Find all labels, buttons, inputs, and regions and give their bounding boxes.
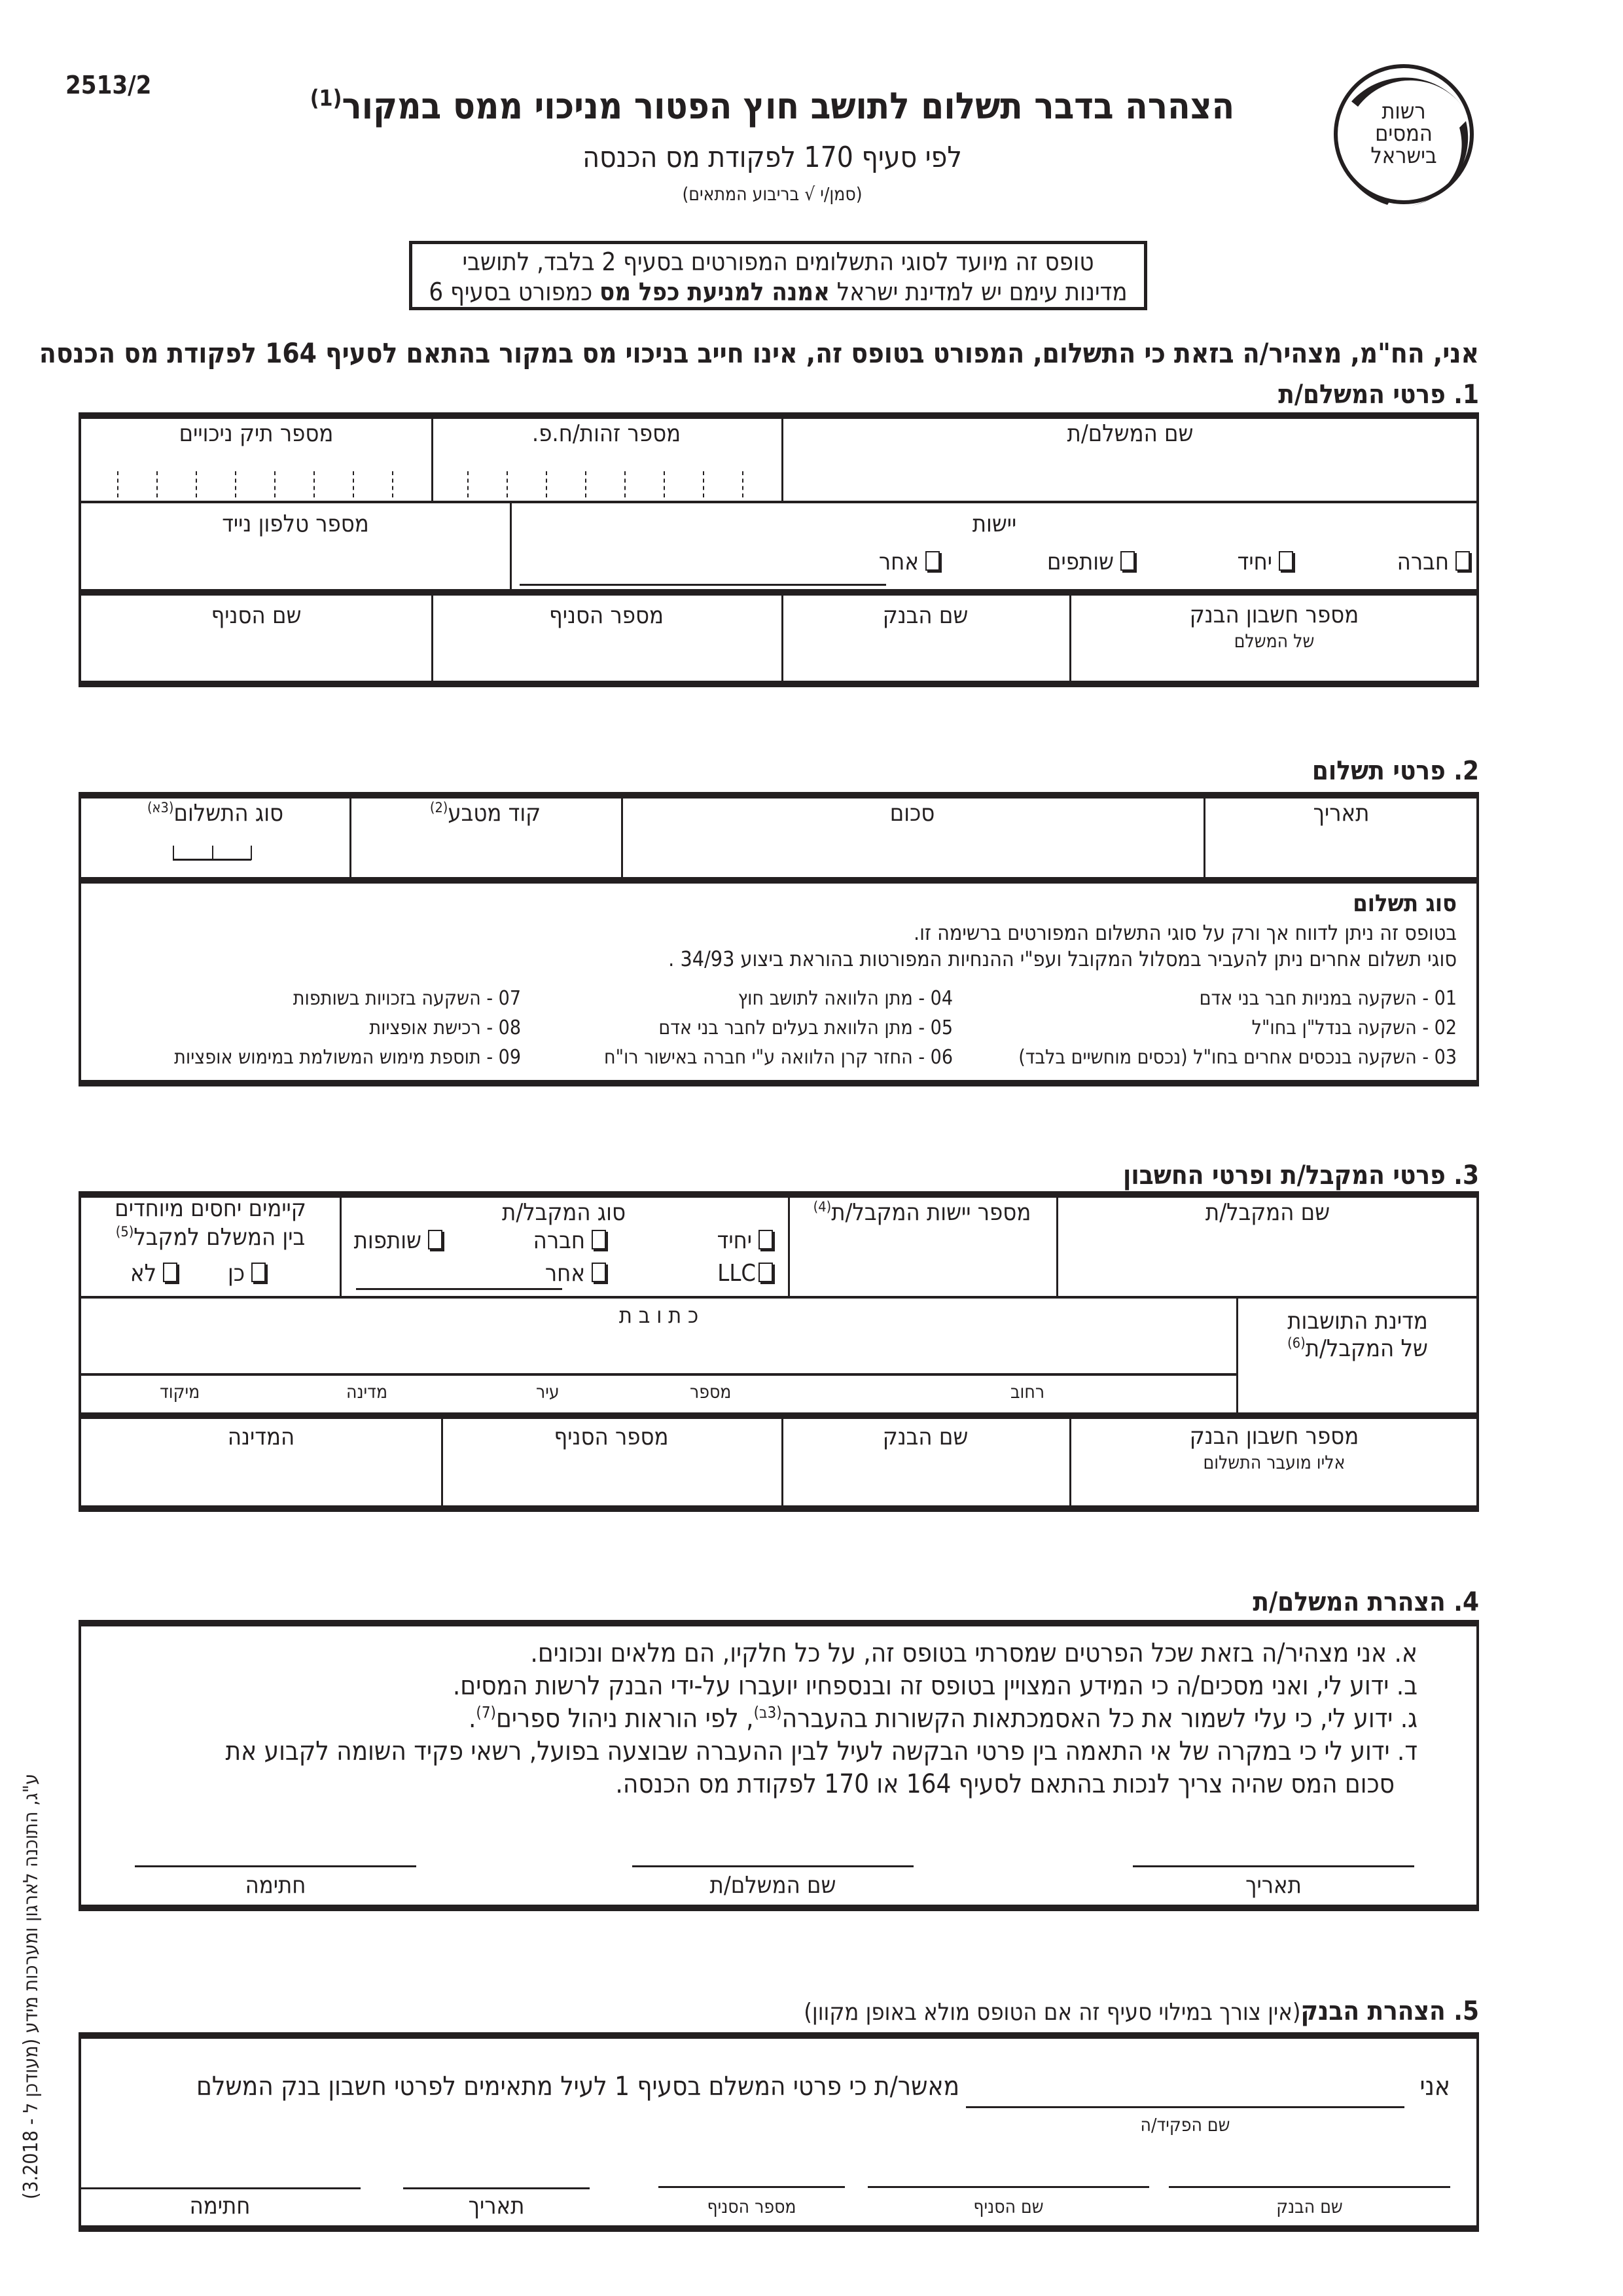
- option-label: אחר: [878, 548, 919, 575]
- recipient-bank-account-field[interactable]: [1069, 1424, 1479, 1476]
- bank-account-sublabel: של המשלם: [1234, 630, 1315, 652]
- digit-separator-tick: [546, 471, 547, 497]
- notice-text: מדינות עימם יש למדינת ישראל: [829, 278, 1128, 306]
- form-title: [262, 85, 1283, 128]
- payment-type-item: 08 - רכישת אופציות: [369, 1016, 521, 1039]
- digit-separator-tick: [313, 471, 315, 497]
- recipient-type-partnership[interactable]: [354, 1227, 442, 1254]
- bank-decl-signature-label: חתימה: [189, 2193, 251, 2219]
- bank-decl-date-label: תאריך: [468, 2193, 525, 2219]
- payment-type-field[interactable]: [81, 800, 349, 827]
- clerk-name-input[interactable]: [966, 2106, 1404, 2108]
- payment-date-field[interactable]: [1204, 800, 1479, 827]
- recipient-type-llc[interactable]: [717, 1260, 773, 1287]
- residence-country-sublabel: של המקבל/ת: [1305, 1335, 1428, 1362]
- logo-text-line: רשות: [1382, 98, 1426, 124]
- special-relations-label: [81, 1194, 340, 1252]
- payer-bank-name-field[interactable]: [781, 602, 1069, 629]
- special-relations-yes[interactable]: [228, 1260, 266, 1287]
- payer-branch-name-field[interactable]: [81, 602, 431, 629]
- digit-separator-tick: [353, 471, 354, 497]
- payer-name-label: שם המשלם/ת: [1067, 420, 1194, 447]
- digit-separator-tick: [585, 471, 586, 497]
- relations-line-1: קיימים יחסים מיוחדים: [115, 1195, 306, 1222]
- branch-number-label: מספר הסניף: [549, 602, 664, 629]
- item-text: , לפי הוראות ניהול ספרים: [495, 1704, 754, 1734]
- declaration-payer-name-label: שם המשלם/ת: [709, 1872, 836, 1899]
- form-number: 2513/2: [65, 71, 152, 99]
- recipient-type-label: סוג המקבל/ת: [502, 1199, 626, 1226]
- footnote-marker: (3א): [147, 800, 174, 816]
- recipient-name-label: שם המקבל/ת: [1205, 1199, 1330, 1226]
- entity-option-partners[interactable]: [1047, 548, 1135, 575]
- logo-text-line: בישראל: [1370, 143, 1437, 169]
- section-5-heading: [804, 1996, 1479, 2026]
- entity-label: יישות: [972, 511, 1017, 537]
- declaration-item-b: ב. ידוע לי, ואני מסכים/ה כי המידע המצויין בטופס זה ובנספחיו יועברו על-ידי הבנק לרשות המסים.: [452, 1671, 1418, 1701]
- entity-option-individual[interactable]: [1238, 548, 1293, 575]
- payer-name-field[interactable]: [781, 420, 1479, 447]
- checkbox[interactable]: [1279, 551, 1293, 571]
- currency-code-label: קוד מטבע: [448, 800, 541, 827]
- bank-branch-name-input[interactable]: [868, 2186, 1149, 2188]
- payer-details-table: [79, 412, 1479, 687]
- recipient-entity-number-label: מספר יישות המקבל/ת: [831, 1199, 1031, 1226]
- checkbox[interactable]: [758, 1263, 773, 1282]
- option-label: לא: [130, 1260, 156, 1287]
- recipient-entity-number-field[interactable]: [788, 1199, 1056, 1226]
- country-label: המדינה: [227, 1424, 295, 1450]
- section-1-heading: 1. פרטי המשלם/ת: [1278, 380, 1479, 410]
- recipient-details-table: [79, 1191, 1479, 1512]
- digit-separator-tick: [467, 471, 469, 497]
- declaration-date-label: תאריך: [1245, 1872, 1302, 1899]
- payer-id-label: מספר זהות/ח.פ.: [531, 420, 681, 447]
- footnote-marker: (4): [813, 1199, 832, 1215]
- printer-credit-vertical: ע"ג, התוכנה לארגון ומערכות מידע (מעודכן ל - 3.2018): [20, 1774, 43, 2200]
- recipient-branch-number-field[interactable]: [441, 1424, 781, 1450]
- checkbox[interactable]: [428, 1230, 442, 1249]
- item-text: ג. ידוע לי, כי עלי לשמור את כל האסמכתאות הקשורות בהעברה: [781, 1704, 1418, 1734]
- withholding-file-field[interactable]: [81, 420, 431, 447]
- entity-other-input[interactable]: [520, 584, 886, 586]
- bank-decl-signature-input[interactable]: [79, 2187, 361, 2189]
- tax-authority-logo: [1325, 56, 1482, 213]
- bank-branch-number-input[interactable]: [658, 2186, 845, 2188]
- payer-id-field[interactable]: [431, 420, 781, 447]
- residence-country-label: מדינת התושבות: [1287, 1308, 1428, 1335]
- payer-bank-account-field[interactable]: [1069, 602, 1479, 655]
- checkbox[interactable]: [592, 1263, 606, 1282]
- relations-line-2: בין המשלם למקבל: [134, 1224, 306, 1251]
- digit-separator-tick: [664, 471, 665, 497]
- option-label: חברה: [1397, 548, 1449, 575]
- digit-separator-tick: [742, 471, 743, 497]
- declaration-signature-input[interactable]: [135, 1865, 416, 1867]
- notice-line-2: [412, 277, 1144, 307]
- payment-date-label: תאריך: [1313, 800, 1370, 827]
- payer-declaration-statement: אני, הח"מ, מצהיר/ה בזאת כי התשלום, המפורט בטופס זה, אינו חייב בניכוי מס במקור בהתאם לסעיף 164 לפקודת מס הכנסה: [39, 337, 1479, 369]
- address-city-label: עיר: [536, 1381, 560, 1403]
- payer-branch-number-field[interactable]: [431, 602, 781, 629]
- payment-amount-label: סכום: [889, 800, 935, 827]
- payment-details-table: [79, 792, 1479, 1086]
- footnote-marker: (6): [1287, 1335, 1306, 1352]
- declaration-date-input[interactable]: [1133, 1865, 1414, 1867]
- option-label: יחיד: [1237, 548, 1272, 575]
- checkbox[interactable]: [163, 1263, 177, 1282]
- payment-type-item: 04 - מתן הלוואה לתושב חוץ: [738, 987, 953, 1010]
- checkbox[interactable]: [1120, 551, 1135, 571]
- option-label: אחר: [544, 1260, 585, 1287]
- bank-branch-name-label: שם הסניף: [973, 2196, 1044, 2217]
- payment-type-label: סוג התשלום: [173, 800, 284, 827]
- address-number-label: מספר: [690, 1381, 732, 1403]
- digit-separator-tick: [624, 471, 626, 497]
- bank-name-label: שם הבנק: [882, 602, 969, 629]
- checkbox[interactable]: [592, 1230, 606, 1249]
- payment-types-title: סוג תשלום: [1353, 890, 1457, 917]
- digit-separator-tick: [117, 471, 118, 497]
- bank-name-label: שם הבנק: [882, 1424, 969, 1450]
- address-title: כ ת ו ב ת: [618, 1302, 699, 1329]
- section-2-heading: 2. פרטי תשלום: [1311, 756, 1479, 786]
- recipient-type-individual[interactable]: [717, 1227, 773, 1254]
- clerk-name-label: שם הפקיד/ה: [1140, 2114, 1230, 2136]
- currency-code-field[interactable]: [349, 800, 621, 827]
- notice-emphasis: אמנה למניעת כפל מס: [599, 278, 830, 306]
- option-label: חברה: [533, 1227, 585, 1254]
- address-input[interactable]: [81, 1308, 1236, 1373]
- bank-name-label: שם הבנק: [1276, 2196, 1343, 2217]
- address-zip-label: מיקוד: [160, 1381, 200, 1403]
- recipient-type-other[interactable]: [545, 1260, 606, 1287]
- declaration-item-c: [469, 1704, 1418, 1734]
- payment-amount-field[interactable]: [621, 800, 1204, 827]
- checkbox[interactable]: [1455, 551, 1470, 571]
- section-3-heading: 3. פרטי המקבל/ת ופרטי החשבון: [1123, 1160, 1479, 1191]
- payment-type-item: 09 - תוספת מימוש המשולמת במימוש אופציות: [174, 1046, 521, 1069]
- option-label: שותפים: [1046, 548, 1114, 575]
- bank-decl-date-input[interactable]: [403, 2187, 590, 2189]
- recipient-type-company[interactable]: [533, 1227, 606, 1254]
- digit-separator-tick: [235, 471, 236, 497]
- payment-types-note-1: בטופס זה ניתן לדווח אך ורק על סוגי התשלום המפורטים ברשימה זו.: [913, 920, 1457, 945]
- digit-separator-tick: [274, 471, 276, 497]
- notice-line-1: טופס זה מיועד לסוגי התשלומים המפורטים בסעיף 2 בלבד, לתושבי: [462, 247, 1094, 276]
- option-label: יחיד: [717, 1227, 752, 1254]
- option-label: LLC: [717, 1260, 756, 1287]
- bank-declaration-box: [79, 2032, 1479, 2232]
- digit-separator-tick: [507, 471, 508, 497]
- declaration-payer-name-input[interactable]: [632, 1865, 914, 1867]
- mark-instruction: (סמן/י √ בריבוע המתאים): [682, 183, 863, 205]
- payment-type-item: 01 - השקעה במניות חבר בני אדם: [1199, 987, 1457, 1010]
- withholding-file-label: מספר תיק ניכויים: [179, 420, 334, 447]
- payment-type-item: 06 - החזר קרן הלוואה ע"י חברה באישור רו"ח: [603, 1046, 953, 1069]
- form-subtitle: לפי סעיף 170 לפקודת מס הכנסה: [582, 141, 962, 174]
- section-5-title: 5. הצהרת הבנק: [1300, 1996, 1479, 2026]
- special-relations-no[interactable]: [130, 1260, 177, 1287]
- branch-number-label: מספר הסניף: [554, 1424, 669, 1450]
- title-footnote: (1): [310, 85, 342, 111]
- section-4-heading: 4. הצהרת המשלם/ת: [1253, 1587, 1479, 1617]
- address-state-label: מדינה: [346, 1381, 388, 1403]
- recipient-bank-name-field[interactable]: [781, 1424, 1069, 1450]
- section-5-note: (אין צורך במילוי סעיף זה אם הטופס מולא באופן מקוון): [804, 1999, 1301, 2026]
- entity-option-company[interactable]: [1397, 548, 1470, 575]
- bank-branch-number-label: מספר הסניף: [707, 2196, 796, 2217]
- digit-separator-tick: [196, 471, 197, 497]
- title-text: הצהרה בדבר תשלום לתושב חוץ הפטור מניכוי ממס במקור: [342, 85, 1235, 128]
- payment-type-item: 05 - מתן הלוואת בעלים לחבר בני אדם: [658, 1016, 953, 1039]
- notice-box: [409, 241, 1147, 310]
- entity-option-other[interactable]: [879, 548, 940, 575]
- recipient-name-field[interactable]: [1056, 1199, 1479, 1226]
- digit-separator-tick: [392, 471, 393, 497]
- declaration-item-a: א. אני מצהיר/ה בזאת שכל הפרטים שמסרתי בטופס זה, על כל חלקיו, הם מלאים ונכונים.: [530, 1638, 1418, 1668]
- option-label: כן: [228, 1260, 245, 1287]
- bank-decl-i-am: אני: [1419, 2072, 1450, 2102]
- bank-name-input[interactable]: [1169, 2186, 1450, 2188]
- bank-account-sublabel: אליו מועבר התשלום: [1203, 1452, 1346, 1473]
- mobile-phone-label: מספר טלפון נייד: [222, 511, 369, 537]
- item-text: .: [468, 1704, 476, 1734]
- payment-types-note-2: סוגי תשלום אחרים ניתן להעביר במסלול המקובל ועפ"י ההנחיות המפורטות בהוראת ביצוע 34/93 .: [668, 946, 1457, 971]
- payment-type-item: 07 - השקעה בזכויות בשותפות: [293, 987, 521, 1010]
- notice-text: כמפורט בסעיף 6: [429, 278, 600, 306]
- checkbox[interactable]: [925, 551, 940, 571]
- footnote-marker: (7): [476, 1703, 496, 1722]
- branch-name-label: שם הסניף: [211, 602, 302, 629]
- option-label: שותפות: [353, 1227, 421, 1254]
- declaration-signature-label: חתימה: [245, 1872, 306, 1899]
- address-street-label: רחוב: [1010, 1381, 1045, 1403]
- digit-separator-tick: [156, 471, 158, 497]
- declaration-item-d-cont: סכום המס שהיה צריך לנכות בהתאם לסעיף 164 או 170 לפקודת מס הכנסה.: [615, 1769, 1395, 1799]
- payment-type-item: 03 - השקעה בנכסים אחרים בחו"ל (נכסים מוחשיים בלבד): [1018, 1046, 1457, 1069]
- checkbox[interactable]: [758, 1230, 773, 1249]
- residence-country-field[interactable]: [1236, 1308, 1479, 1363]
- footnote-marker: (3ב): [753, 1703, 782, 1722]
- bank-account-label: מספר חשבון הבנק: [1189, 601, 1359, 628]
- recipient-country-field[interactable]: [81, 1424, 441, 1450]
- payer-declaration-box: [79, 1620, 1479, 1911]
- recipient-type-other-input[interactable]: [356, 1288, 562, 1290]
- declaration-item-d: ד. ידוע לי כי במקרה של אי התאמה בין פרטי הבקשה לעיל לבין ההעברה שבוצעה בפועל, רשאי פקיד השומה לקבוע את: [225, 1736, 1418, 1767]
- bank-decl-statement: מאשר/ת כי פרטי המשלם בסעיף 1 לעיל מתאימים לפרטי חשבון בנק המשלם: [196, 2072, 959, 2102]
- footnote-marker: (2): [429, 800, 448, 816]
- checkbox[interactable]: [251, 1263, 266, 1282]
- bank-account-label: מספר חשבון הבנק: [1189, 1423, 1359, 1450]
- logo-text-line: המסים: [1375, 120, 1433, 147]
- digit-separator-tick: [703, 471, 704, 497]
- payment-type-item: 02 - השקעה בנדל"ן בחו"ל: [1251, 1016, 1457, 1039]
- footnote-marker: (5): [115, 1224, 134, 1240]
- mobile-phone-field[interactable]: [81, 511, 510, 537]
